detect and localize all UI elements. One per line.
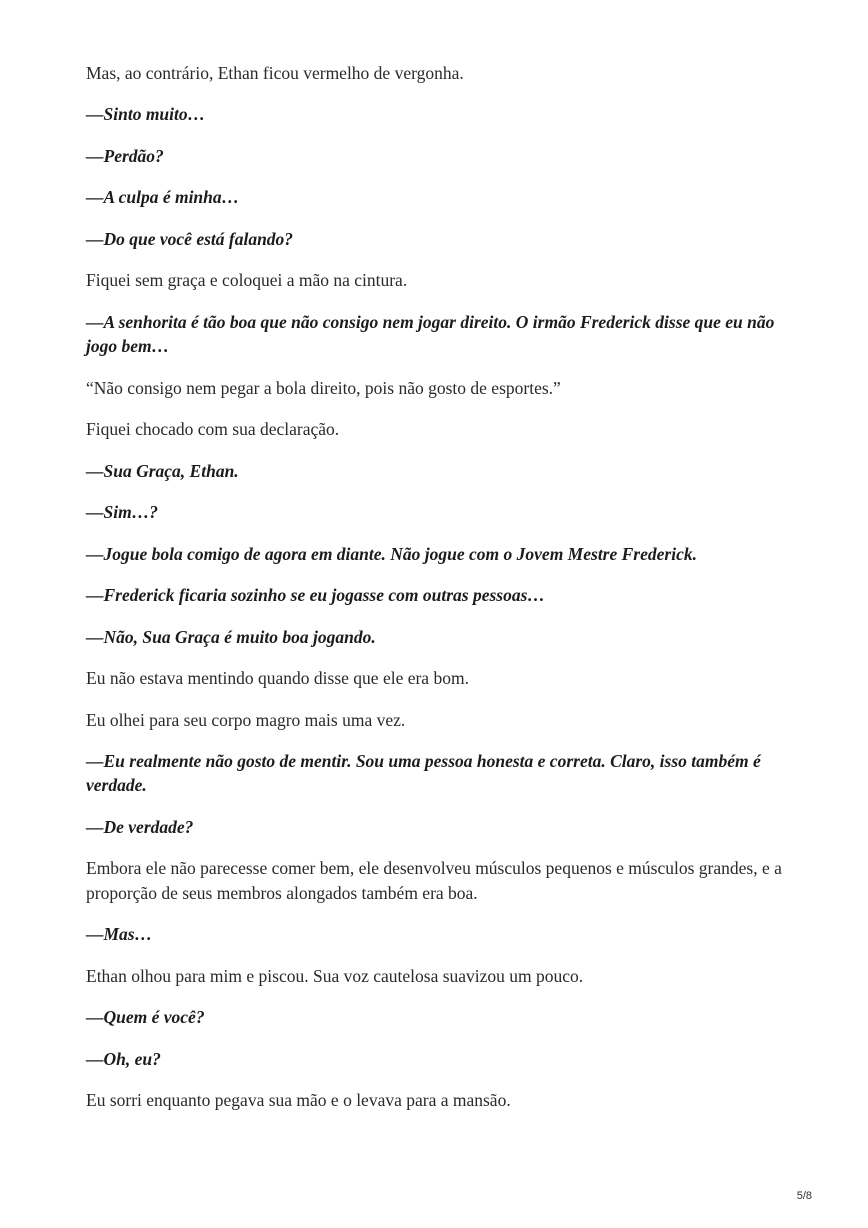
document-body: [86, 61, 786, 1130]
dialogue-line: —Jogue bola comigo de agora em diante. Não jogue com o Jovem Mestre Frederick.: [86, 543, 697, 564]
paragraph: “Não consigo nem pegar a bola direito, pois não gosto de esportes.”: [86, 377, 561, 398]
paragraph: Mas, ao contrário, Ethan ficou vermelho de vergonha.: [86, 63, 464, 83]
dialogue-line: —Quem é você?: [86, 1007, 205, 1028]
dialogue-line: —Frederick ficaria sozinho se eu jogasse com outras pessoas…: [86, 585, 545, 606]
dialogue-line: —Sua Graça, Ethan.: [86, 460, 239, 481]
paragraph: Fiquei chocado com sua declaração.: [86, 419, 340, 440]
paragraph: Embora ele não parecesse comer bem, ele desenvolveu músculos pequenos e músculos grandes, e a proporção de seus membros alongados também era boa.: [86, 858, 782, 903]
dialogue-line: —A culpa é minha…: [86, 187, 240, 208]
dialogue-line: —A senhorita é tão boa que não consigo nem jogar direito. O irmão Frederick disse que eu não jogo bem…: [86, 311, 775, 357]
dialogue-line: —Mas…: [86, 924, 153, 945]
paragraph: Eu não estava mentindo quando disse que ele era bom.: [86, 668, 469, 689]
page-number: 5/8: [796, 1190, 812, 1202]
paragraph: Ethan olhou para mim e piscou. Sua voz cautelosa suavizou um pouco.: [86, 965, 584, 986]
paragraph: Eu olhei para seu corpo magro mais uma vez.: [86, 709, 406, 730]
paragraph: Fiquei sem graça e coloquei a mão na cintura.: [86, 270, 408, 291]
paragraph: Eu sorri enquanto pegava sua mão e o levava para a mansão.: [86, 1090, 511, 1111]
dialogue-line: —Sinto muito…: [86, 104, 206, 125]
dialogue-line: —Perdão?: [86, 145, 164, 166]
dialogue-line: —De verdade?: [86, 816, 194, 837]
dialogue-line: —Eu realmente não gosto de mentir. Sou uma pessoa honesta e correta. Claro, isso também é verdade.: [86, 751, 761, 796]
dialogue-line: —Sim…?: [86, 502, 158, 523]
dialogue-line: —Não, Sua Graça é muito boa jogando.: [86, 626, 376, 647]
dialogue-line: —Oh, eu?: [86, 1048, 161, 1069]
dialogue-line: —Do que você está falando?: [86, 228, 294, 249]
